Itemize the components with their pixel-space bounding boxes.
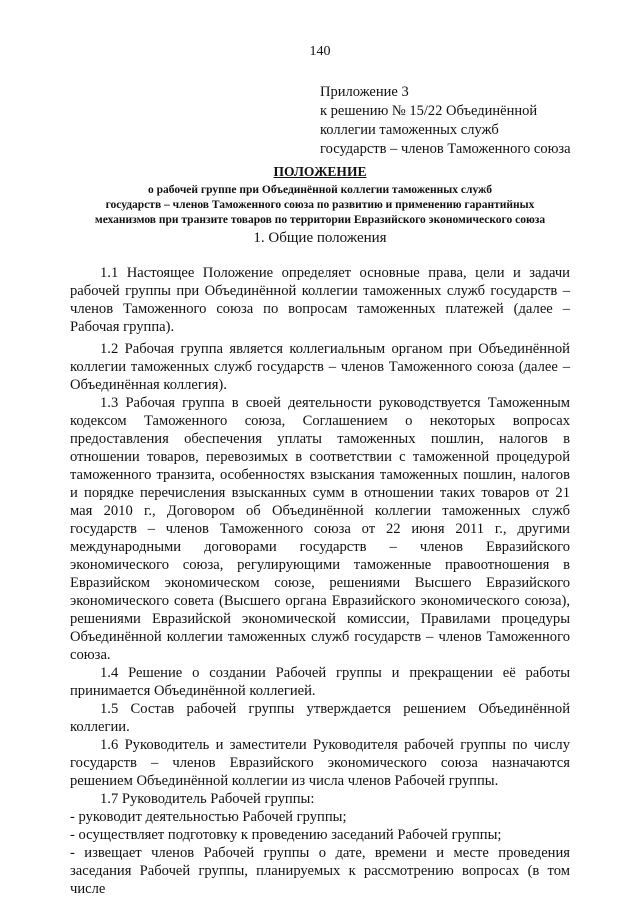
page-number: 140	[309, 44, 331, 59]
document-title	[60, 164, 580, 228]
paragraph: 1.1 Настоящее Положение определяет основные права, цели и задачи рабочей группы при Объединённой коллегии таможенных служб государств – членов Таможенного союза по вопросам таможенных платежей (далее – Рабочая группа).	[70, 265, 570, 335]
paragraph: 1.7 Руководитель Рабочей группы:	[100, 791, 315, 807]
paragraph: 1.2 Рабочая группа является коллегиальным органом при Объединённой коллегии таможенных служб государств – членов Таможенного союза (далее – Объединённая коллегия).	[70, 341, 570, 393]
title-line: механизмов при транзите товаров по территории Евразийского экономического союза	[94, 214, 546, 226]
list-item: - осуществляет подготовку к проведению заседаний Рабочей группы;	[70, 827, 502, 843]
appendix-line: коллегии таможенных служб	[320, 122, 499, 138]
paragraph: 1.5 Состав рабочей группы утверждается решением Объединённой коллегии.	[70, 701, 570, 735]
section-heading: 1. Общие положения	[253, 230, 387, 246]
list-item: - извещает членов Рабочей группы о дате, времени и месте проведения заседания Рабочей группы, планируемых к рассмотрению вопросах (в том числе	[70, 845, 570, 897]
appendix-line: государств – членов Таможенного союза	[320, 141, 571, 157]
appendix-line: Приложение 3	[320, 84, 409, 100]
title-main: ПОЛОЖЕНИЕ	[273, 164, 367, 179]
appendix-header	[320, 83, 620, 159]
list-item: - руководит деятельностью Рабочей группы;	[70, 809, 347, 825]
title-line: о рабочей группе при Объединённой коллегии таможенных служб	[148, 184, 492, 196]
paragraph: 1.6 Руководитель и заместители Руководителя рабочей группы по числу государств – членов Евразийского экономического союза назначаются решением Объединённой коллегии из числа членов Рабочей группы.	[70, 737, 570, 789]
appendix-line: к решению № 15/22 Объединённой	[320, 103, 538, 119]
document-body	[70, 264, 570, 898]
paragraph: 1.4 Решение о создании Рабочей группы и прекращении её работы принимается Объединённой коллегией.	[70, 665, 570, 699]
paragraph: 1.3 Рабочая группа в своей деятельности руководствуется Таможенным кодексом Таможенного союза, Соглашением о некоторых вопросах предоставления обеспечения уплаты таможенных пошлин, налогов в отношении товаров, перевозимых в соответствии с таможенной процедурой таможенного транзита, особенностях взыскания таможенных пошлин, налогов и порядке перечисления взысканных сумм в отношении таких товаров от 21 мая 2010 г., Договором об Объединённой коллегии таможенных служб государств – членов Таможенного союза от 22 июня 2011 г., другими международными договорами государств – членов Евразийского экономического союза, регулирующими таможенные правоотношения в Евразийском экономическом союзе, решениями Высшего Евразийского экономического совета (Высшего органа Евразийского экономического союза), решениями Евразийской экономической комиссии, Правилами процедуры Объединённой коллегии таможенных служб государств – членов Таможенного союза.	[70, 395, 570, 663]
title-line: государств – членов Таможенного союза по развитию и применению гарантийных	[105, 199, 535, 211]
